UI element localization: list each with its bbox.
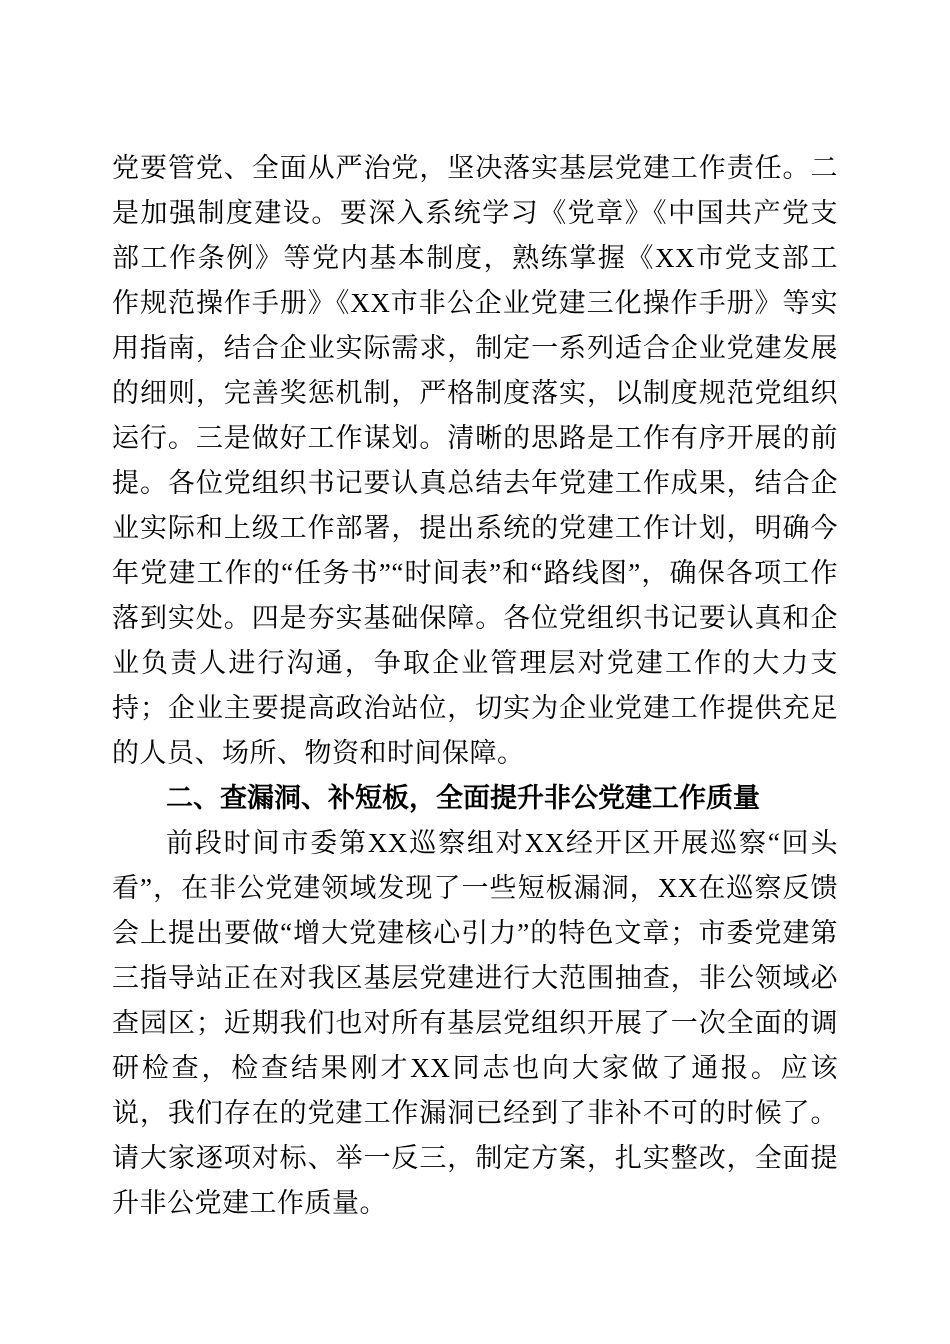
paragraph-continuation: 党要管党、全面从严治党，坚决落实基层党建工作责任。二是加强制度建设。要深入系统学习《党章》《中国共产党支部工作条例》等党内基本制度，熟练掌握《XX市党支部工作规范操作手册》《XX市非公企业党建三化操作手册》等实用指南，结合企业实际需求，制定一系列适合企业党建发展的细则，完善奖惩机制，严格制度落实，以制度规范党组织运行。三是做好工作谋划。清晰的思路是工作有序开展的前提。各位党组织书记要认真总结去年党建工作成果，结合企业实际和上级工作部署，提出系统的党建工作计划，明确今年党建工作的“任务书”“时间表”和“路线图”，确保各项工作落到实处。四是夯实基础保障。各位党组织书记要认真和企业负责人进行沟通，争取企业管理层对党建工作的大力支持；企业主要提高政治站位，切实为企业党建工作提供充足的人员、场所、物资和时间保障。 xyxy=(112,153,838,768)
paragraph-body: 前段时间市委第XX巡察组对XX经开区开展巡察“回头看”，在非公党建领域发现了一些短板漏洞，XX在巡察反馈会上提出要做“增大党建核心引力”的特色文章；市委党建第三指导站正在对我区基层党建进行大范围抽查，非公领域必查园区；近期我们也对所有基层党组织开展了一次全面的调研检查，检查结果刚才XX同志也向大家做了通报。应该说，我们存在的党建工作漏洞已经到了非补不可的时候了。请大家逐项对标、举一反三，制定方案，扎实整改，全面提升非公党建工作质量。 xyxy=(112,828,838,1218)
section-heading: 二、查漏洞、补短板，全面提升非公党建工作质量 xyxy=(166,783,760,813)
